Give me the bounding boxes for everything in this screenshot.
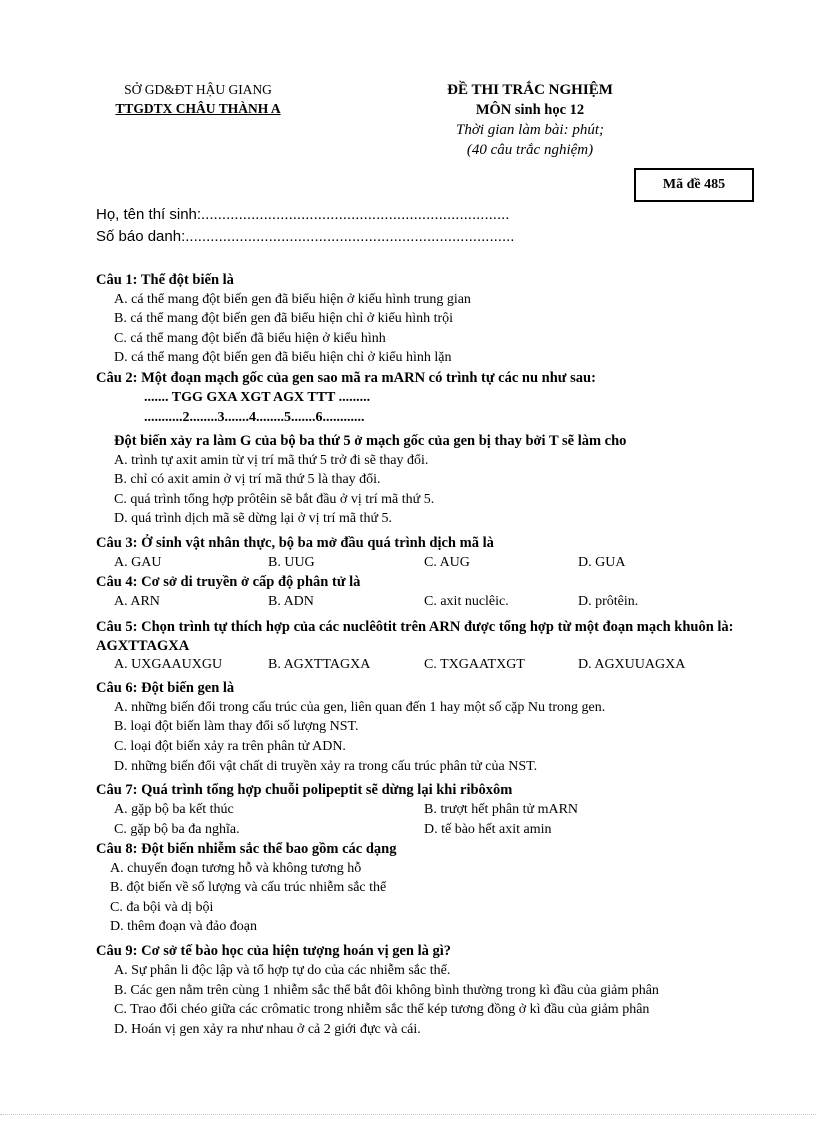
question-7-option-a[interactable]: A. gặp bộ ba kết thúc bbox=[114, 802, 234, 817]
center-name: TTGDTX CHÂU THÀNH A bbox=[115, 101, 281, 116]
question-3-option-d[interactable]: D. GUA bbox=[578, 555, 626, 570]
question-7-option-b[interactable]: B. trượt hết phân tử mARN bbox=[424, 802, 579, 817]
question-9-option-a[interactable]: A. Sự phân li độc lập và tổ hợp tự do của các nhiễm sắc thể. bbox=[114, 963, 451, 978]
question-1-option-a[interactable]: A. cá thể mang đột biến gen đã biểu hiện ở kiểu hình trung gian bbox=[114, 292, 471, 307]
exam-time: Thời gian làm bài: phút; bbox=[455, 122, 604, 138]
exam-subject: MÔN sinh học 12 bbox=[475, 102, 585, 118]
question-8-option-b[interactable]: B. đột biến về số lượng và cấu trúc nhiễm sắc thể bbox=[110, 880, 387, 895]
question-8-stem: Câu 8: Đột biến nhiễm sắc thể bao gồm các dạng bbox=[96, 841, 397, 857]
question-3-option-b[interactable]: B. UUG bbox=[268, 555, 315, 570]
question-9-option-d[interactable]: D. Hoán vị gen xảy ra như nhau ở cả 2 giới đực và cái. bbox=[114, 1022, 421, 1037]
question-8-option-a[interactable]: A. chuyển đoạn tương hỗ và không tương hỗ bbox=[110, 861, 362, 876]
page-bottom-divider bbox=[0, 1114, 816, 1115]
question-5-stem: Câu 5: Chọn trình tự thích hợp của các nuclêôtit trên ARN được tổng hợp từ một đoạn mạch khuôn là: AGXTTAGXA bbox=[96, 619, 734, 654]
question-4-option-a[interactable]: A. ARN bbox=[114, 594, 160, 609]
question-6-stem: Câu 6: Đột biến gen là bbox=[96, 680, 235, 696]
question-3-stem: Câu 3: Ở sinh vật nhân thực, bộ ba mở đầu quá trình dịch mã là bbox=[96, 535, 494, 551]
question-9-option-c[interactable]: C. Trao đổi chéo giữa các crômatic trong nhiễm sắc thể kép tương đồng ở kì đầu của giảm phân bbox=[114, 1002, 650, 1017]
question-4-option-d[interactable]: D. prôtêin. bbox=[578, 594, 639, 609]
question-9-stem: Câu 9: Cơ sở tế bào học của hiện tượng hoán vị gen là gì? bbox=[96, 943, 452, 959]
question-5-option-a[interactable]: A. UXGAAUXGU bbox=[114, 657, 223, 672]
department-name: SỞ GD&ĐT HẬU GIANG bbox=[124, 82, 272, 97]
question-count: (40 câu trắc nghiệm) bbox=[466, 142, 594, 158]
question-2-substem: Đột biến xảy ra làm G của bộ ba thứ 5 ở mạch gốc của gen bị thay bởi T sẽ làm cho bbox=[114, 433, 627, 449]
exam-title: ĐỀ THI TRẮC NGHIỆM bbox=[447, 82, 613, 98]
question-5-option-d[interactable]: D. AGXUUAGXA bbox=[578, 657, 686, 672]
student-name-field[interactable]: Họ, tên thí sinh:.......................................................................... bbox=[96, 206, 510, 223]
question-6-option-b[interactable]: B. loại đột biến làm thay đổi số lượng NST. bbox=[114, 719, 359, 734]
question-2-option-c[interactable]: C. quá trình tổng hợp prôtêin sẽ bắt đầu ở vị trí mã thứ 5. bbox=[114, 492, 435, 507]
question-2-codon-index: ...........2........3.......4........5.......6............ bbox=[144, 410, 365, 425]
question-6-option-c[interactable]: C. loại đột biến xảy ra trên phân tử ADN. bbox=[114, 739, 346, 754]
question-1-option-b[interactable]: B. cá thể mang đột biến gen đã biểu hiện chỉ ở kiểu hình trội bbox=[114, 311, 454, 326]
question-1-stem: Câu 1: Thể đột biến là bbox=[96, 272, 234, 288]
question-6-option-d[interactable]: D. những biến đổi vật chất di truyền xảy ra trong cấu trúc phân tử của NST. bbox=[114, 759, 538, 774]
question-3-option-c[interactable]: C. AUG bbox=[424, 555, 470, 570]
question-7-option-c[interactable]: C. gặp bộ ba đa nghĩa. bbox=[114, 822, 240, 837]
question-4-option-c[interactable]: C. axit nuclêic. bbox=[424, 594, 509, 609]
question-2-sequence: ....... TGG GXA XGT AGX TTT ......... bbox=[144, 390, 371, 405]
question-2-option-a[interactable]: A. trình tự axit amin từ vị trí mã thứ 5 trở đi sẽ thay đổi. bbox=[114, 453, 429, 468]
question-1-option-d[interactable]: D. cá thể mang đột biến gen đã biểu hiện chỉ ở kiểu hình lặn bbox=[114, 350, 452, 365]
question-8-option-c[interactable]: C. đa bội và dị bội bbox=[110, 900, 214, 915]
question-6-option-a[interactable]: A. những biến đổi trong cấu trúc của gen, liên quan đến 1 hay một số cặp Nu trong gen. bbox=[114, 700, 606, 715]
question-1-option-c[interactable]: C. cá thể mang đột biến đã biểu hiện ở kiểu hình bbox=[114, 331, 386, 346]
question-2-option-b[interactable]: B. chỉ có axit amin ở vị trí mã thứ 5 là thay đổi. bbox=[114, 472, 381, 487]
question-4-stem: Câu 4: Cơ sở di truyền ở cấp độ phân tử là bbox=[96, 574, 361, 590]
question-2-stem: Câu 2: Một đoạn mạch gốc của gen sao mã ra mARN có trình tự các nu như sau: bbox=[96, 370, 596, 386]
question-9-option-b[interactable]: B. Các gen nằm trên cùng 1 nhiễm sắc thể bắt đôi không bình thường trong kì đầu của giảm phân bbox=[114, 983, 659, 998]
student-id-field[interactable]: Số báo danh:............................................................................... bbox=[96, 228, 515, 245]
question-7-option-d[interactable]: D. tế bào hết axit amin bbox=[424, 822, 552, 837]
question-2-option-d[interactable]: D. quá trình dịch mã sẽ dừng lại ở vị trí mã thứ 5. bbox=[114, 511, 393, 526]
question-5-option-b[interactable]: B. AGXTTAGXA bbox=[268, 657, 371, 672]
exam-header bbox=[420, 80, 640, 160]
exam-code-box: Mã đề 485 bbox=[634, 168, 754, 202]
question-5-option-c[interactable]: C. TXGAATXGT bbox=[424, 657, 525, 672]
question-7-stem: Câu 7: Quá trình tổng hợp chuỗi polipeptit sẽ dừng lại khi ribôxôm bbox=[96, 782, 513, 798]
question-3-option-a[interactable]: A. GAU bbox=[114, 555, 162, 570]
school-header bbox=[100, 80, 296, 118]
question-4-option-b[interactable]: B. ADN bbox=[268, 594, 314, 609]
question-8-option-d[interactable]: D. thêm đoạn và đảo đoạn bbox=[110, 919, 257, 934]
